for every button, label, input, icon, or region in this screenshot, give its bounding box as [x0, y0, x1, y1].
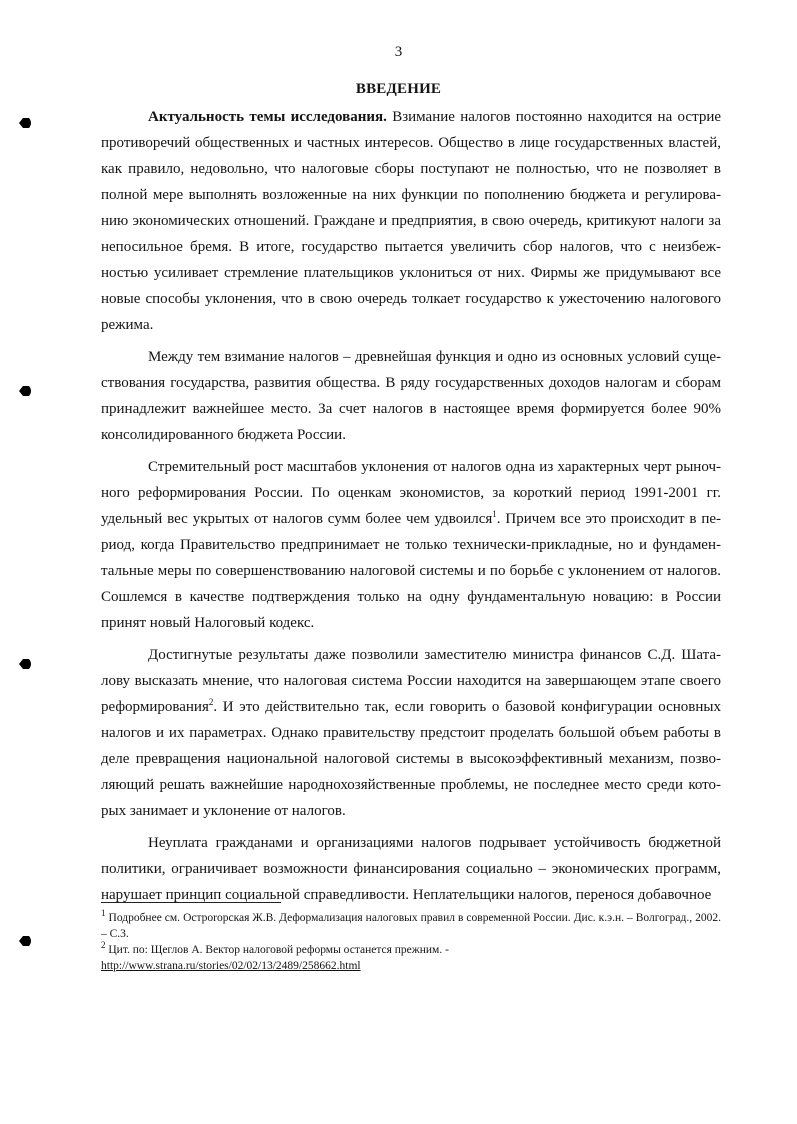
- footnote-ref[interactable]: 1: [492, 509, 497, 519]
- paragraph-text: . И это действительно так, если говорить о базовой конфигурации основных налогов и их параметрах. Однако правительству предстоит проделать большой объем работы в деле превращения национальной налоговой системы в высокоэффективный механизм, позволяющий решать важнейшие народнохозяйственные проблемы, не последнее место среди которых занимает и уклонение от налогов.: [101, 699, 721, 819]
- paragraph-text: Между тем взимание налогов – древнейшая функция и одно из основных условий существования государства, развития общества. В ряду государственных доходов налогам и сборам принадлежит важнейшее место. За счет налогов в настоящее время формируется более 90% консолидированного бюджета России.: [101, 349, 721, 443]
- footnote-mark: 1: [101, 908, 106, 919]
- paragraph: [101, 642, 721, 824]
- footnote-link[interactable]: http://www.strana.ru/stories/02/02/13/2489/258662.html: [101, 960, 361, 972]
- paragraph-text: Стремительный рост масштабов уклонения от налогов одна из характерных черт рыночного реформирования России. По оценкам экономистов, за короткий период 1991-2001 гг. удельный вес укрытых от налогов сумм более чем удвоился: [101, 459, 721, 527]
- footnotes: [101, 910, 721, 974]
- binder-hole-icon: [18, 934, 32, 948]
- lead-phrase: Актуальность темы исследования.: [148, 109, 387, 125]
- paragraph-text: Взимание налогов постоянно находится на острие противоречий общественных и частных интересов. Общество в лице государственных властей, как правило, недовольно, что налоговые сборы поступают не полностью, что не позволяет в полной мере выполнять возложенные на них функции по пополнению бюджета и регулированию экономических отношений. Граждане и предприятия, в свою очередь, критикуют налоги за непосильное бремя. В итоге, государство пытается увеличить сбор налогов, что с неизбежностью усиливает стремление плательщиков уклониться от них. Фирмы же придумывают все новые способы уклонения, что в свою очередь толкает государство к ужесточению налогового режима.: [101, 109, 721, 333]
- footnote: [101, 910, 721, 942]
- footnote-text: Цит. по: Щеглов А. Вектор налоговой реформы останется прежним. -: [105, 944, 449, 956]
- binder-hole-icon: [18, 384, 32, 398]
- footnote-text: Подробнее см. Остроrорская Ж.В. Деформализация налоговых правил в современной России. Дис. к.э.н. – Волгоград., 2002. – С.3.: [101, 912, 721, 940]
- binder-hole-icon: [18, 657, 32, 671]
- footnote-mark: 2: [101, 940, 106, 951]
- paragraph-text: Достигнутые результаты даже позволили заместителю министра финансов С.Д. Шаталову высказать мнение, что налоговая система России находится на завершающем этапе своего реформирования: [101, 647, 721, 715]
- paragraph: [101, 830, 721, 908]
- footnote-divider: [101, 902, 281, 903]
- footnote: [101, 942, 721, 974]
- page-title: ВВЕДЕНИЕ: [355, 81, 442, 97]
- binder-hole-icon: [18, 116, 32, 130]
- paragraph-text: Неуплата гражданами и организациями налогов подрывает устойчивость бюджетной политики, ограничивает возможности финансирования социально – экономических программ, нарушает принцип социальной справедливости. Неплательщики налогов, перенося добавочное: [101, 835, 721, 903]
- body-text: [101, 104, 721, 914]
- footnote-ref[interactable]: 2: [208, 697, 214, 707]
- page-number: 3: [394, 44, 403, 60]
- paragraph-text: . Причем все это происходит в период, когда Правительство предпринимает не только технически-прикладные, но и фундаментальные меры по совершенствованию налоговой системы и по борьбе с уклонением от налогов. Сошлемся в качестве подтверждения только на одну фундаментальную новацию: в России принят новый Налоговый кодекс.: [101, 511, 722, 631]
- paragraph: [101, 104, 721, 338]
- paragraph: [101, 344, 721, 448]
- paragraph: [101, 454, 721, 636]
